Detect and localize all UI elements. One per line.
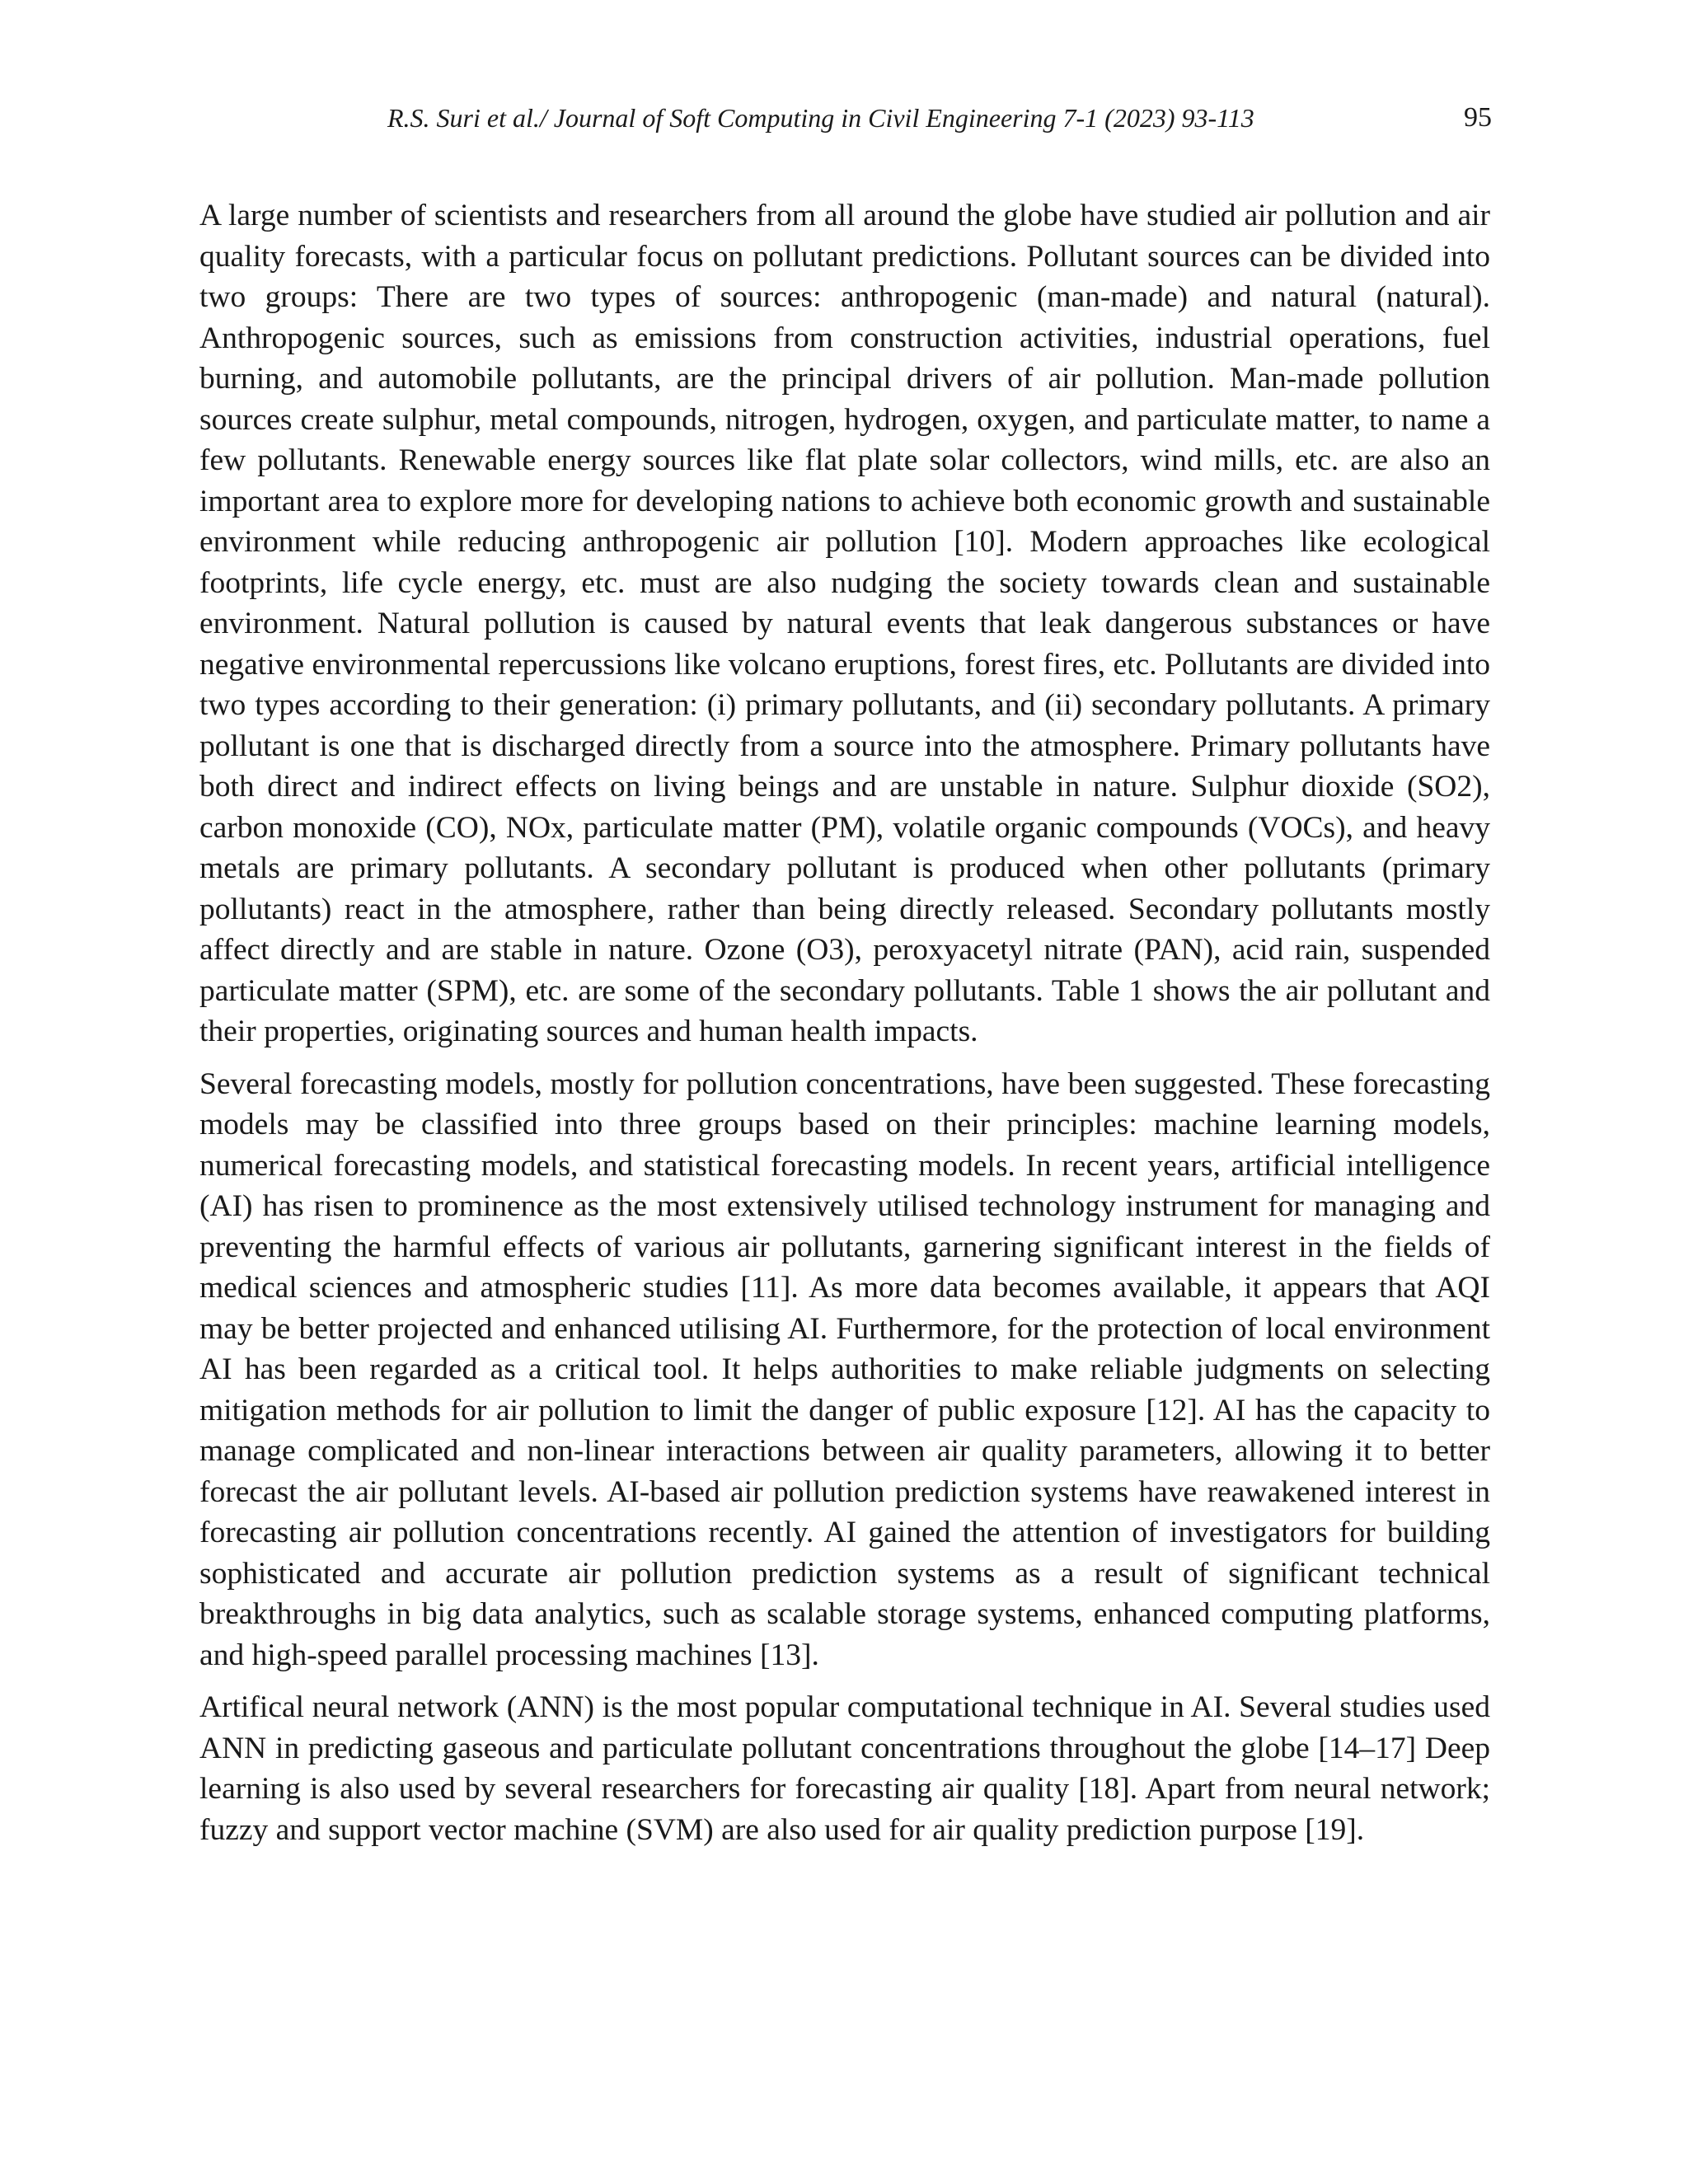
running-header [0,97,1688,138]
paragraph-forecasting-models: Several forecasting models, mostly for pollution concentrations, have been suggested. These forecasting models may be classified into three groups based on their principles: machine learning models, numerical forecasting models, and statistical forecasting models. In recent years, artificial intelligence (AI) has risen to prominence as the most extensively utilised technology instrument for managing and preventing the harmful effects of various air pollutants, garnering significant interest in the fields of medical sciences and atmospheric studies [11]. As more data becomes available, it appears that AQI may be better projected and enhanced utilising AI. Furthermore, for the protection of local environment AI has been regarded as a critical tool. It helps authorities to make reliable judgments on selecting mitigation methods for air pollution to limit the danger of public exposure [12]. AI has the capacity to manage complicated and non-linear interactions between air quality parameters, allowing it to better forecast the air pollutant levels. AI-based air pollution prediction systems have reawakened interest in forecasting air pollution concentrations recently. AI gained the attention of investigators for building sophisticated and accurate air pollution prediction systems as a result of significant technical breakthroughs in big data analytics, such as scalable storage systems, enhanced computing platforms, and high-speed parallel processing machines [13]. [199,1066,1490,1672]
body-text [199,195,1490,1862]
page-number: 95 [1464,102,1492,133]
running-title: R.S. Suri et al./ Journal of Soft Computing in Civil Engineering 7-1 (2023) 93-113 [387,103,1254,133]
paragraph-ann: Artifical neural network (ANN) is the most popular computational technique in AI. Several studies used ANN in predicting gaseous and particulate pollutant concentrations throughout the globe [14–17] Deep learning is also used by several researchers for forecasting air quality [18]. Apart from neural network; fuzzy and support vector machine (SVM) are also used for air quality prediction purpose [19]. [199,1690,1490,1847]
paragraph-pollutant-sources: A large number of scientists and researchers from all around the globe have studied air pollution and air quality forecasts, with a particular focus on pollutant predictions. Pollutant sources can be divided into two groups: There are two types of sources: anthropogenic (man-made) and natural (natural). Anthropogenic sources, such as emissions from construction activities, industrial operations, fuel burning, and automobile pollutants, are the principal drivers of air pollution. Man-made pollution sources create sulphur, metal compounds, nitrogen, hydrogen, oxygen, and particulate matter, to name a few pollutants. Renewable energy sources like flat plate solar collectors, wind mills, etc. are also an important area to explore more for developing nations to achieve both economic growth and sustainable environment while reducing anthropogenic air pollution [10]. Modern approaches like ecological footprints, life cycle energy, etc. must are also nudging the society towards clean and sustainable environment. Natural pollution is caused by natural events that leak dangerous substances or have negative environmental repercussions like volcano eruptions, forest fires, etc. Pollutants are divided into two types according to their generation: (i) primary pollutants, and (ii) secondary pollutants. A primary pollutant is one that is discharged directly from a source into the atmosphere. Primary pollutants have both direct and indirect effects on living beings and are unstable in nature. Sulphur dioxide (SO2), carbon monoxide (CO), NOx, particulate matter (PM), volatile organic compounds (VOCs), and heavy metals are primary pollutants. A secondary pollutant is produced when other pollutants (primary pollutants) react in the atmosphere, rather than being directly released. Secondary pollutants mostly affect directly and are stable in nature. Ozone (O3), peroxyacetyl nitrate (PAN), acid rain, suspended particulate matter (SPM), etc. are some of the secondary pollutants. Table 1 shows the air pollutant and their properties, originating sources and human health impacts. [199,199,1490,1048]
